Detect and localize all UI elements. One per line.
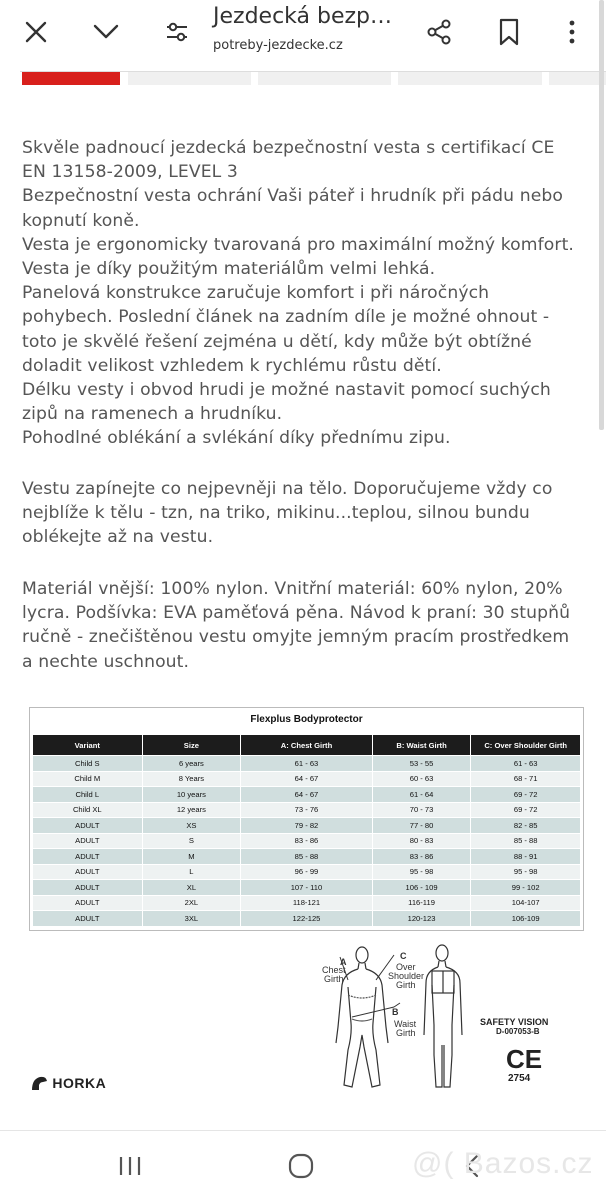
table-cell: ADULT (33, 911, 143, 927)
table-cell: 79 - 82 (241, 818, 373, 834)
chevron-down-icon[interactable] (86, 12, 126, 52)
table-row (33, 895, 581, 911)
table-row (33, 771, 581, 787)
table-cell: 64 - 67 (241, 787, 373, 803)
table-row (33, 864, 581, 880)
table-cell: 88 - 91 (471, 849, 581, 865)
table-cell: S (142, 833, 241, 849)
certification-line-2: D-007053-B (496, 1027, 540, 1036)
table-row (33, 911, 581, 927)
page-title: Jezdecká bezp… (213, 4, 393, 29)
table-body (33, 756, 581, 927)
description-line: Bezpečnostní vesta ochrání Vaši páteř i hrudník při pádu nebo kopnutí koně. (22, 186, 564, 231)
table-cell: 68 - 71 (471, 771, 581, 787)
label-c-line3: Girth (396, 980, 416, 990)
table-header-cell: Variant (33, 735, 143, 756)
table-cell: 70 - 73 (372, 802, 471, 818)
description-paragraph-2 (22, 477, 582, 550)
gallery-thumb[interactable] (549, 72, 606, 85)
table-cell: M (142, 849, 241, 865)
table-cell: 8 Years (142, 771, 241, 787)
table-cell: 77 - 80 (372, 818, 471, 834)
table-cell: Child M (33, 771, 143, 787)
table-cell: 120-123 (372, 911, 471, 927)
table-cell: 53 - 55 (372, 756, 471, 772)
size-table (32, 734, 581, 927)
label-b-letter: B (392, 1007, 399, 1017)
gallery-thumb-active[interactable] (22, 72, 120, 85)
label-b-line2: Girth (396, 1028, 416, 1038)
description-line: Délku vesty i obvod hrudi je možné nastavit pomocí suchých zipů na ramenech a hrudníku. (22, 380, 551, 425)
label-a-line2: Girth (324, 974, 344, 984)
label-b-line1: Waist (394, 1019, 417, 1029)
table-cell: 61 - 63 (471, 756, 581, 772)
table-row (33, 787, 581, 803)
certification-line-1: SAFETY VISION (480, 1017, 549, 1027)
table-cell: XS (142, 818, 241, 834)
table-cell: 106 - 109 (372, 880, 471, 896)
description-line: Panelová konstrukce zaručuje komfort i při náročných pohybech. Poslední článek na zadním díle je možné ohnout - toto je skvělé řešení zejména u dětí, kdy může být obtížné doladit velikost vzhledem k rychlému růstu dětí. (22, 283, 550, 376)
table-row (33, 849, 581, 865)
table-cell: 85 - 88 (471, 833, 581, 849)
ce-mark: CE (506, 1044, 543, 1074)
gallery-thumb[interactable] (128, 72, 251, 85)
table-cell: 118-121 (241, 895, 373, 911)
horka-logo (30, 1075, 106, 1091)
table-row (33, 880, 581, 896)
table-cell: 12 years (142, 802, 241, 818)
table-cell: ADULT (33, 849, 143, 865)
table-header-cell: A: Chest Girth (241, 735, 373, 756)
table-cell: L (142, 864, 241, 880)
table-cell: 64 - 67 (241, 771, 373, 787)
table-cell: 82 - 85 (471, 818, 581, 834)
description-line: Materiál vnější: 100% nylon. Vnitřní materiál: 60% nylon, 20% lycra. Podšívka: EVA paměťová pěna. Návod k praní: 30 stupňů ručně - znečištěnou vestu omyjte jemným pracím prostředkem a nechte uschnout. (22, 579, 571, 672)
table-cell: 80 - 83 (372, 833, 471, 849)
label-c-line1: Over (396, 962, 416, 972)
table-header-row (33, 735, 581, 756)
table-cell: 73 - 76 (241, 802, 373, 818)
description-line: Vesta je ergonomicky tvarovaná pro maximální možný komfort. Vesta je díky použitým materiálům velmi lehká. (22, 234, 574, 280)
table-cell: 116-119 (372, 895, 471, 911)
recent-apps-icon[interactable] (110, 1149, 150, 1183)
table-cell: 122-125 (241, 911, 373, 927)
table-cell: 10 years (142, 787, 241, 803)
table-cell: ADULT (33, 895, 143, 911)
home-icon[interactable] (281, 1149, 321, 1183)
gallery-thumb[interactable] (258, 72, 391, 85)
table-cell: 83 - 86 (241, 833, 373, 849)
table-cell: ADULT (33, 833, 143, 849)
chart-title: Flexplus Bodyprotector (250, 714, 363, 725)
ce-number: 2754 (508, 1073, 531, 1084)
label-c-letter: C (400, 951, 407, 961)
close-icon[interactable] (16, 12, 56, 52)
table-header-cell: Size (142, 735, 241, 756)
table-cell: Child S (33, 756, 143, 772)
table-cell: 106-109 (471, 911, 581, 927)
table-cell: 96 - 99 (241, 864, 373, 880)
table-cell: 60 - 63 (372, 771, 471, 787)
table-cell: 104-107 (471, 895, 581, 911)
label-c-line2: Shoulder (388, 971, 425, 981)
table-cell: Child XL (33, 802, 143, 818)
table-cell: 107 - 110 (241, 880, 373, 896)
back-figure (424, 945, 462, 1087)
size-chart (29, 707, 584, 931)
label-a-line1: Chest (322, 965, 346, 975)
table-row (33, 818, 581, 834)
description-paragraph-3 (22, 577, 582, 674)
description-line: Pohodlné oblékání a svlékání díky přednímu zipu. (22, 428, 451, 449)
label-a-letter: A (340, 957, 347, 967)
bookmark-icon[interactable] (489, 12, 529, 52)
description-line: Vestu zapínejte co nejpevněji na tělo. Doporučujeme vždy co nejblíže k tělu - tzn, na triko, mikinu...teplou, silnou bundu oblékejte až na vestu. (22, 479, 553, 548)
bazos-watermark: @( Bazos.cz (412, 1147, 594, 1180)
table-cell: 2XL (142, 895, 241, 911)
table-cell: 61 - 64 (372, 787, 471, 803)
table-cell: 69 - 72 (471, 802, 581, 818)
description-line: Skvěle padnoucí jezdecká bezpečnostní vesta s certifikací CE EN 13158-2009, LEVEL 3 (22, 138, 555, 183)
table-row (33, 756, 581, 772)
table-cell: 69 - 72 (471, 787, 581, 803)
table-cell: 85 - 88 (241, 849, 373, 865)
page-url: potreby-jezdecke.cz (213, 38, 343, 53)
more-vertical-icon[interactable] (552, 12, 592, 52)
horse-logo-icon (30, 1075, 48, 1091)
table-cell: ADULT (33, 864, 143, 880)
gallery-thumb[interactable] (398, 72, 542, 85)
top-bar (0, 0, 606, 72)
table-cell: 83 - 86 (372, 849, 471, 865)
tune-icon[interactable] (157, 12, 197, 52)
share-icon[interactable] (419, 12, 459, 52)
description-paragraph-1 (22, 136, 582, 451)
table-header-cell: C: Over Shoulder Girth (471, 735, 581, 756)
table-row (33, 833, 581, 849)
table-cell: ADULT (33, 818, 143, 834)
table-cell: Child L (33, 787, 143, 803)
table-cell: 95 - 98 (471, 864, 581, 880)
table-cell: 61 - 63 (241, 756, 373, 772)
table-cell: 3XL (142, 911, 241, 927)
scrollbar[interactable] (599, 0, 604, 430)
table-cell: XL (142, 880, 241, 896)
table-row (33, 802, 581, 818)
table-cell: ADULT (33, 880, 143, 896)
table-header-cell: B: Waist Girth (372, 735, 471, 756)
table-cell: 6 years (142, 756, 241, 772)
brand-name: HORKA (52, 1075, 107, 1091)
table-cell: 95 - 98 (372, 864, 471, 880)
table-cell: 99 - 102 (471, 880, 581, 896)
